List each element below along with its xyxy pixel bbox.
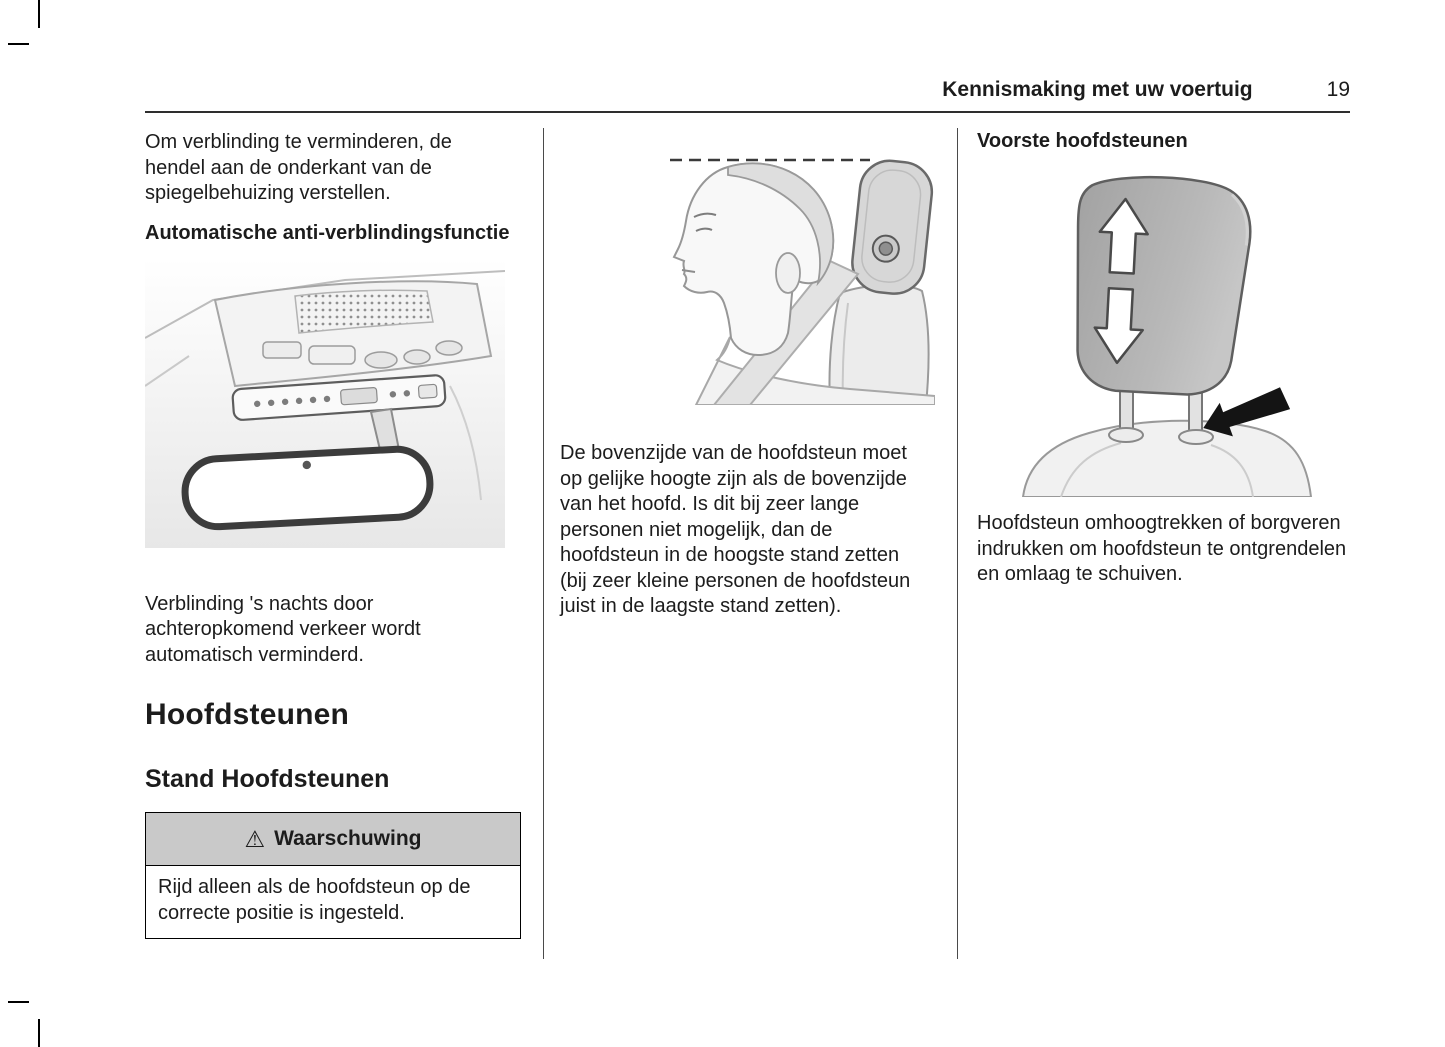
headrests-title: Hoofdsteunen (145, 698, 350, 731)
front-headrests-heading: Voorste hoofdsteunen (977, 130, 1188, 152)
warning-title: Waarschuwing (274, 827, 422, 850)
crop-mark (8, 1001, 29, 1003)
warning-box (145, 812, 521, 939)
front-headrest-paragraph: Hoofdsteun omhoogtrekken of borgveren indrukken om hoofdsteun te ontgrendelen en omlaag te schuiven. (977, 512, 1347, 585)
mirror-lever-paragraph: Om verblinding te verminderen, de hendel aan de onderkant van de spiegelbehuizing verstellen. (145, 131, 452, 204)
mirror-illustration (145, 258, 505, 548)
headrest-height-illustration (578, 133, 935, 405)
warning-icon: ⚠ (244, 825, 266, 852)
chapter-title: Kennismaking met uw voertuig (942, 78, 1253, 101)
front-headrest-illustration (1003, 167, 1323, 497)
auto-dim-caption: Verblinding 's nachts door achteropkomend verkeer wordt automatisch verminderd. (145, 592, 421, 666)
auto-dim-heading: Automatische anti-verblindingsfunctie (145, 221, 510, 244)
headrest-position-title: Stand Hoofdsteunen (145, 765, 390, 793)
middle-column (560, 130, 936, 620)
headrest-height-paragraph: De bovenzijde van de hoofdsteun moet op gelijke hoogte zijn als de bovenzijde van het hoofd. Is dit bij zeer lange personen niet mogelijk, dan de hoofdsteun in de hoogste stand zetten (bij zeer kleine personen de hoofdsteun juist in de laagste stand zetten). (560, 442, 911, 617)
right-column (977, 130, 1351, 588)
crop-mark (38, 1019, 40, 1047)
column-divider (543, 128, 544, 959)
page-header (145, 78, 1350, 113)
left-column (145, 130, 521, 939)
column-divider (957, 128, 958, 959)
crop-mark (38, 0, 40, 28)
warning-text: Rijd alleen als de hoofdsteun op de correcte positie is ingesteld. (158, 876, 471, 924)
page-number: 19 (1326, 78, 1350, 101)
warning-header (146, 813, 520, 866)
crop-mark (8, 43, 29, 45)
